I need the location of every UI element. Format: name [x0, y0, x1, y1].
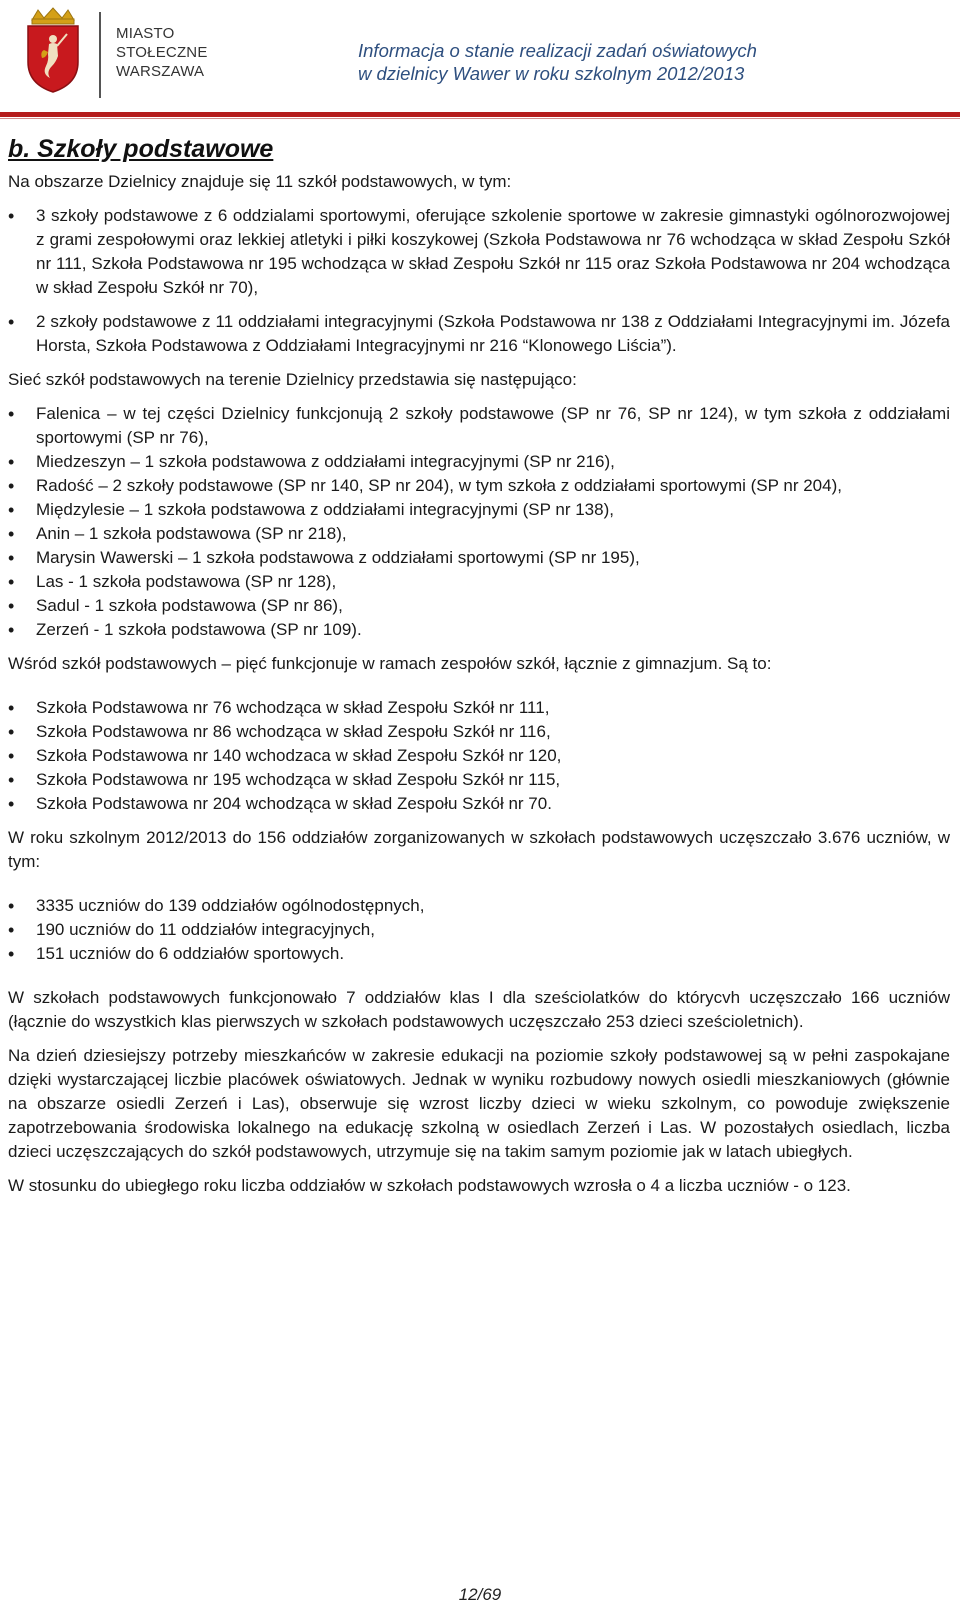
- list-item: • Szkoła Podstawowa nr 204 wchodząca w skład Zespołu Szkół nr 70.: [8, 792, 950, 816]
- list-item: • Falenica – w tej części Dzielnicy funkcjonują 2 szkoły podstawowe (SP nr 76, SP nr 124), w tym szkoła z oddziałami sportowymi (SP nr 76),: [8, 402, 950, 450]
- complex-intro: Wśród szkół podstawowych – pięć funkcjonuje w ramach zespołów szkół, łącznie z gimnazjum. Są to:: [8, 654, 772, 673]
- needs-paragraph: Na dzień dziesiejszy potrzeby mieszkańców w zakresie edukacji na poziomie szkoły podstawowej są w pełni zaspokajane dzięki wystarczającej liczbie placówek oświatowych. Jednak w wyniku rozbudowy nowych osiedli mieszkaniowych (głównie na obszarze osiedli Zerzeń i Las), obserwuje się wzrost liczby dzieci w wieku szkolnym, co powoduje zwiększenie zapotrzebowania środowiska lokalnego na edukację szkolną w osiedlach Zerzeń i Las. W pozostałych osiedlach, liczba dzieci uczęszczających do szkół podstawowych, utrzymuje się na takim samym poziomie jak w latach ubiegłych.: [8, 1046, 950, 1161]
- district-list: [8, 402, 950, 642]
- list-item: • Szkoła Podstawowa nr 76 wchodząca w skład Zespołu Szkół nr 111,: [8, 696, 950, 720]
- list-item: • 151 uczniów do 6 oddziałów sportowych.: [8, 942, 950, 966]
- intro-paragraph: Na obszarze Dzielnicy znajduje się 11 szkół podstawowych, w tym:: [8, 172, 512, 191]
- list-item: • Radość – 2 szkoły podstawowe (SP nr 140, SP nr 204), w tym szkoła z oddziałami sportowymi (SP nr 204),: [8, 474, 950, 498]
- school-complex-list: [8, 696, 950, 816]
- students-list: [8, 894, 950, 966]
- list-item: • Las - 1 szkoła podstawowa (SP nr 128),: [8, 570, 950, 594]
- network-intro: Sieć szkół podstawowych na terenie Dzielnicy przedstawia się następująco:: [8, 370, 577, 389]
- logo-separator: [99, 12, 101, 98]
- logo-line-1: MIASTO: [116, 25, 175, 42]
- warsaw-coat-of-arms-icon: [22, 6, 84, 94]
- list-item: • 3335 uczniów do 139 oddziałów ogólnodostępnych,: [8, 894, 950, 918]
- list-item: • 3 szkoły podstawowe z 6 oddzialami sportowymi, oferujące szkolenie sportowe w zakresie gimnastyki ogólnorozwojowej z grami zespołowymi oraz lekkiej atletyki i piłki koszykowej (Szkoła Podstawowa nr 76 wchodząca w skład Zespołu Szkół nr 111, Szkoła Podstawowa nr 195 wchodząca w skład Zespołu Szkół nr 115 oraz Szkoła Podstawowa nr 204 wchodząca w skład Zespołu Szkół nr 70),: [8, 204, 950, 300]
- change-paragraph: W stosunku do ubiegłego roku liczba oddziałów w szkołach podstawowych wzrosła o 4 a liczba uczniów - o 123.: [8, 1176, 851, 1195]
- page-number: 12/69: [458, 1585, 502, 1604]
- header-rule: [0, 112, 960, 117]
- students-intro: W roku szkolnym 2012/2013 do 156 oddziałów zorganizowanych w szkołach podstawowych uczęszczało 3.676 uczniów, w tym:: [8, 828, 950, 871]
- list-item: • Szkoła Podstawowa nr 86 wchodząca w skład Zespołu Szkół nr 116,: [8, 720, 950, 744]
- list-item: • Anin – 1 szkoła podstawowa (SP nr 218),: [8, 522, 950, 546]
- list-item: • 190 uczniów do 11 oddziałów integracyjnych,: [8, 918, 950, 942]
- list-item: • Sadul - 1 szkoła podstawowa (SP nr 86),: [8, 594, 950, 618]
- school-types-list: [8, 204, 950, 358]
- list-item: • Marysin Wawerski – 1 szkoła podstawowa z oddziałami sportowymi (SP nr 195),: [8, 546, 950, 570]
- list-item: • Szkoła Podstawowa nr 140 wchodzaca w skład Zespołu Szkół nr 120,: [8, 744, 950, 768]
- list-item: • Szkoła Podstawowa nr 195 wchodząca w skład Zespołu Szkół nr 115,: [8, 768, 950, 792]
- header-rule-thin: [0, 118, 960, 119]
- logo-line-2: STOŁECZNE: [116, 44, 208, 61]
- document-title: [358, 39, 798, 85]
- list-item: • Międzylesie – 1 szkoła podstawowa z oddziałami integracyjnymi (SP nr 138),: [8, 498, 950, 522]
- list-item: • Zerzeń - 1 szkoła podstawowa (SP nr 109).: [8, 618, 950, 642]
- page-header: [0, 0, 960, 118]
- list-item: • 2 szkoły podstawowe z 11 oddziałami integracyjnymi (Szkoła Podstawowa nr 138 z Oddziałami Integracyjnymi im. Józefa Horsta, Szkoła Podstawowa z Oddziałami Integracyjnymi nr 216 “Klonowego Liścia”).: [8, 310, 950, 358]
- logo-line-3: WARSZAWA: [116, 63, 205, 80]
- document-body: [8, 134, 950, 1208]
- six-year-olds-paragraph: W szkołach podstawowych funkcjonowało 7 oddziałów klas I dla sześciolatków do którycvh uczęszczało 166 uczniów (łącznie do wszystkich klas pierwszych w szkołach podstawowych uczęszczało 253 dzieci sześcioletnich).: [8, 988, 950, 1031]
- city-logo-text: [116, 24, 208, 81]
- list-item: • Miedzeszyn – 1 szkoła podstawowa z oddziałami integracyjnymi (SP nr 216),: [8, 450, 950, 474]
- section-title: b. Szkoły podstawowe: [8, 135, 274, 163]
- document-title-line-1: Informacja o stanie realizacji zadań oświatowych: [358, 40, 757, 61]
- document-title-line-2: w dzielnicy Wawer w roku szkolnym 2012/2013: [358, 63, 745, 84]
